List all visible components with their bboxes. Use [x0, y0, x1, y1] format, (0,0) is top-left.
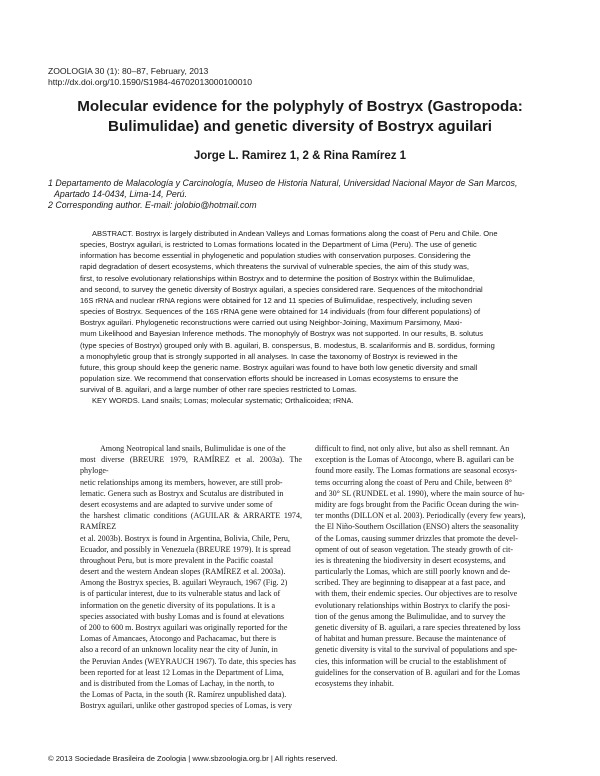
copyright-footer: © 2013 Sociedade Brasileira de Zoologia | www.sbzoologia.org.br | All rights reserved.	[48, 754, 338, 763]
key-words: KEY WORDS. Land snails; Lomas; molecular systematic; Orthalicoidea; rRNA.	[92, 396, 354, 406]
abstract	[80, 228, 528, 407]
body-line: ter months (DILLON et al. 2003). Periodically (every few years),	[315, 511, 526, 521]
abstract-line: information has become essential in phylogenetic and population studies with conservation purposes. Considering the	[80, 251, 471, 261]
journal-header	[48, 66, 252, 88]
body-line: ecosystems they inhabit.	[315, 678, 394, 688]
body-line: desert ecosystems and are adapted to survive under some of	[80, 499, 273, 509]
body-line: been reported for at least 12 Lomas in the Department of Lima,	[80, 667, 284, 677]
body-line: genetic diversity is vital to the survival of populations and spe-	[315, 645, 518, 655]
body-line: Ecuador, and possibly in Venezuela (BREURE 1979). It is spread	[80, 544, 291, 554]
body-line: scribed. They are beginning to disappear at a fast pace, and	[315, 578, 506, 588]
body-line: Among Neotropical land snails, Bulimulidae is one of the	[100, 444, 286, 453]
abstract-line: survival of B. aguilari, and a large number of other rare species restricted to Lomas.	[80, 385, 357, 395]
abstract-line: first, to resolve evolutionary relationships within Bostryx and to determine the position of Bostryx within the Bulimulidae,	[80, 273, 475, 283]
abstract-line: population size. We recommend that conservation efforts should be increased in Lomas ecosystems to ensure the	[80, 374, 459, 384]
body-line: the Lomas of Pacta, in the south (R. Ramírez unpublished data).	[80, 690, 287, 700]
body-column-right	[315, 443, 537, 689]
affiliation-line: Apartado 14-0434, Lima-14, Perú.	[54, 189, 188, 199]
body-line: cies, this information will be crucial to the establishment of	[315, 656, 507, 666]
body-line: lematic. Genera such as Bostryx and Scutalus are distributed in	[80, 488, 284, 498]
title-line-2: Bulimulidae) and genetic diversity of Bostryx aguilari	[108, 118, 492, 135]
abstract-line: ABSTRACT. Bostryx is largely distributed in Andean Valleys and Lomas formations along the coast of Peru and Chile. One	[92, 229, 498, 238]
body-line: evolutionary relationships within Bostryx to clarify the posi-	[315, 600, 511, 610]
body-line: genetic diversity of B. aguilari, a rare species threatened by loss	[315, 623, 521, 632]
abstract-line: a monophyletic group that is strongly supported in all analyses. In case the taxonomy of Bostryx is reviewed in the	[80, 351, 458, 361]
body-line: netic relationships among its members, however, are still prob-	[80, 477, 283, 487]
body-line: is of particular interest, due to its vulnerable status and lack of	[80, 589, 281, 599]
authors: Jorge L. Ramirez 1, 2 & Rina Ramírez 1	[193, 150, 407, 162]
body-line: opment of out of season vegetation. The steady growth of cit-	[315, 544, 514, 554]
abstract-line: future, this group should keep the generic name. Bostryx aguilari was found to have both low genetic diversity and small	[80, 362, 478, 372]
doi-link[interactable]: http://dx.doi.org/10.1590/S1984-46702013000100010	[48, 77, 253, 87]
body-line: guidelines for the conservation of B. aguilari and for the Lomas	[315, 667, 520, 677]
body-line: Among the Bostryx species, B. aguilari Weyrauch, 1967 (Fig. 2)	[80, 578, 288, 588]
journal-citation: ZOOLOGIA 30 (1): 80–87, February, 2013	[48, 66, 209, 76]
body-line: Bostryx aguilari, unlike other gastropod species of Lomas, is very	[80, 701, 293, 711]
abstract-line: mum Likelihood and Bayesian Inference methods. The monophyly of Bostryx was not supported. In our results, B. solutus	[80, 329, 483, 339]
article-title	[48, 97, 552, 137]
affiliation-line: 1 Departamento de Malacología y Carcinología, Museo de Historia Natural, Universidad Nacional Mayor de San Marcos,	[48, 178, 518, 188]
abstract-line: and second, to survey the genetic diversity of Bostryx aguilari, a species considered rare. Sequences of the mitochondrial	[80, 284, 483, 294]
abstract-line: species of Bostryx. Sequences of the 16S rRNA gene were obtained for 14 individuals (from four different populations) of	[80, 307, 481, 317]
body-line: with them, their endemic species. Our objectives are to resolve	[315, 589, 518, 599]
body-line: particularly the Lomas, which are still poorly known and de-	[315, 567, 511, 577]
body-line: and 30° SL (RUNDEL et al. 1990), where the main source of hu-	[315, 488, 525, 498]
body-line: information on the genetic diversity of its populations. It is a	[80, 600, 276, 610]
abstract-line: (type species of Bostryx) grouped only with B. aguilari, B. conspersus, B. modestus, B. scalariformis and B. sordidus, forming	[80, 340, 495, 350]
body-line: and is distributed from the Lomas of Lachay, in the north, to	[80, 678, 275, 688]
body-line: exception is the Lomas of Atocongo, where B. aguilari can be	[315, 455, 514, 465]
body-column-left	[80, 443, 302, 712]
body-line: difficult to find, not only alive, but also as shell remnant. An	[315, 444, 510, 453]
body-line: most diverse (BREURE 1979, RAMÍREZ et al. 2003a). The phyloge-	[80, 455, 302, 476]
body-line: also a record of an unknown locality near the city of Junín, in	[80, 645, 278, 655]
corresponding-author: 2 Corresponding author. E-mail: jolobio@hotmail.com	[48, 200, 257, 210]
affiliations	[48, 178, 556, 211]
abstract-line: rapid degradation of desert ecosystems, which threatens the survival of vulnerable species, the aim of this study was,	[80, 262, 469, 272]
body-line: ies is threatening the biodiversity in desert ecosystems, and	[315, 555, 506, 565]
body-line: tems occurring along the coast of Peru and Chile, between 8°	[315, 477, 512, 487]
title-line-1: Molecular evidence for the polyphyly of Bostryx (Gastropoda:	[77, 98, 523, 115]
body-line: of 200 to 600 m. Bostryx aguilari was originally reported for the	[80, 623, 288, 632]
body-line: desert and the western Andean slopes (RAMÍREZ et al. 2003a).	[80, 567, 286, 577]
body-line: the El Niño-Southern Oscillation (ENSO) alters the seasonality	[315, 522, 519, 532]
body-line: of the Lomas, causing summer drizzles that promote the devel-	[315, 533, 518, 543]
body-line: midity are fogs brought from the Pacific Ocean during the win-	[315, 499, 519, 509]
body-line: of habitat and human pressure. Because the maintenance of	[315, 634, 507, 644]
body-line: et al. 2003b). Bostryx is found in Argentina, Bolivia, Chile, Peru,	[80, 533, 290, 543]
body-line: Lomas of Amancaes, Atocongo and Pachacamac, but there is	[80, 634, 277, 644]
body-line: the harshest climatic conditions (AGUILAR & ARRARTE 1974, RAMÍREZ	[80, 511, 302, 532]
abstract-line: species, Bostryx aguilari, is restricted to Lomas formations located in the Department of Lima (Peru). The use of genetic	[80, 240, 477, 250]
abstract-line: 16S rRNA and nuclear rRNA regions were obtained for 12 and 11 species of Bulimulidae, respectively, including seven	[80, 295, 473, 305]
body-line: throughout Peru, but is more prevalent in the Pacific coastal	[80, 555, 274, 565]
body-line: species associated with bushy Lomas and is found at elevations	[80, 611, 285, 621]
body-line: the Peruvian Andes (WEYRAUCH 1967). To date, this species has	[80, 656, 296, 666]
body-line: tion of the genus among the Bulimulidae, and to survey the	[315, 611, 506, 621]
abstract-line: Bostryx aguilari. Phylogenetic reconstructions were carried out using Neighbor-Joining, Maximum Parsimony, Maxi-	[80, 318, 463, 328]
body-line: found more easily. The Lomas formations are seasonal ecosys-	[315, 466, 518, 476]
